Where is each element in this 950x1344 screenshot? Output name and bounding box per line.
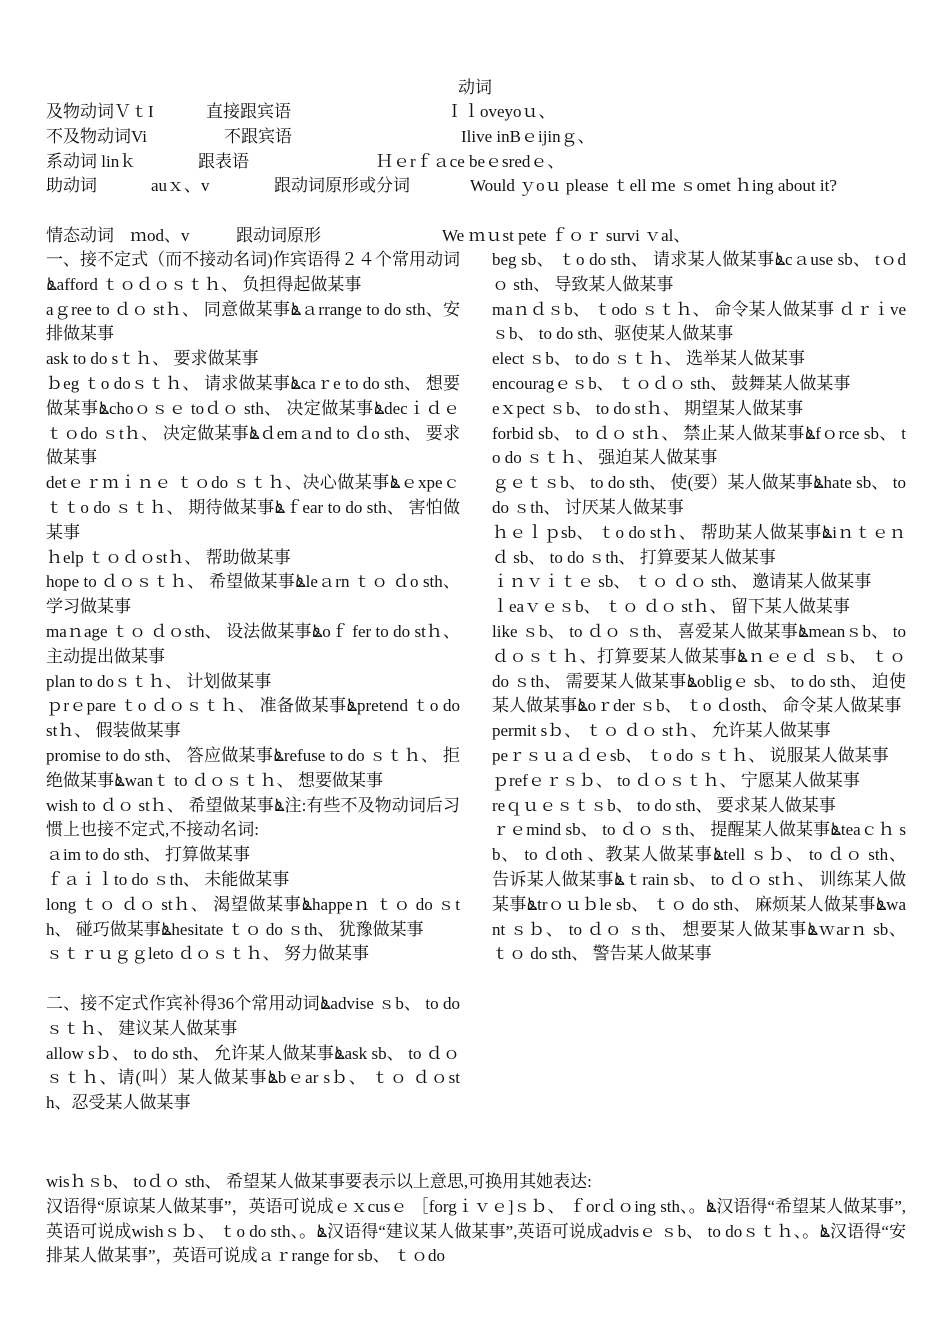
paragraph: ｆａｉｌto do ｓth、 未能做某事	[46, 869, 290, 889]
paragraph: maｎｄｓb、 ｔodo ｓｔｈ、 命令某人做某事 ｄｒｉveｓb、 to do sth、驱使某人做某事	[492, 299, 906, 344]
verb-type-category: ｍod、v	[130, 225, 190, 245]
verb-type-name: 情态动词	[46, 225, 114, 245]
paragraph: elect ｓb、 to do ｓｔｈ、 选举某人做某事	[492, 349, 806, 369]
left-column	[46, 248, 460, 1116]
verb-type-row	[46, 125, 906, 150]
paragraph: ｓｔｒｕｇｇleto ｄｏｓｔｈ、 努力做某事	[46, 944, 369, 964]
paragraph: eｘpect ｓb、 to do stｈ、 期望某人做某事	[492, 398, 804, 418]
verb-type-example: Ｉｌoveyoｕ、	[446, 102, 556, 121]
verb-type-category: auｘ、v	[151, 176, 210, 196]
verb-type-example: Would ｙoｕ please ｔell ｍe ｓomet ｈing about it?	[470, 176, 837, 196]
verb-type-desc: 跟表语	[198, 151, 249, 171]
paragraph: ｇｅｔｓb、 to do sth、 使(要）某人做某事ൔhate sb、 to do ｓth、 讨厌某人做某事	[492, 473, 906, 517]
paragraph: wisｈｓb、 toｄｏ sth、 希望某人做某事要表示以上意思,可换用其她表达:	[46, 1172, 592, 1191]
verb-type-desc: 直接跟宾语	[206, 102, 291, 121]
section-heading: 二、接不定式作宾补得36个常用动词ൔadvise ｓb、 to do ｓｔｈ、 建议某人做某事	[46, 993, 460, 1038]
paragraph: encouragｅｓb、 ｔｏｄｏ sth、 鼓舞某人做某事	[492, 373, 851, 393]
right-column	[492, 248, 906, 967]
verb-type-row	[46, 224, 906, 249]
paragraph: ｐrefｅｒｓｂ、 to ｄｏｓｔｈ、 宁愿某人做某事	[492, 770, 860, 790]
verb-type-example: We ｍｕst pete ｆｏｒ survi ｖal、	[442, 225, 691, 245]
bottom-text	[46, 1170, 906, 1269]
verb-type-example: Ｈｅrｆａce beｅsredｅ、	[376, 151, 565, 171]
paragraph: ｒｅmind sb、 to ｄｏ ｓth、 提醒某人做某事ൔteaｃｈ sb、 to ｄoth 、教某人做某事ൔtell ｓｂ、 to ｄｏ sth、 告诉某人做某事ൔｔrain sb、 to ｄｏ stｈ、 训练某人做某事ൔtrｏｕｂle sb、 ｔｏ do sth、 麻烦某人做某事ൔwant ｓｂ、 to ｄｏ ｓth、 想要某人做某事ൔｗarｎ sb、 ｔｏ do sth、 警告某人做某事	[492, 820, 906, 964]
paragraph: ｌeaｖｅｓb、 ｔｏ ｄｏ stｈ、 留下某人做某事	[492, 597, 850, 617]
paragraph: ａim to do sth、 打算做某事	[46, 845, 251, 865]
verb-type-name: 系动词 linｋ	[46, 151, 137, 171]
paragraph: 汉语得“原谅某人做某事”，英语可说成ｅｘcusｅ ［forgｉｖｅ]ｓｂ、 ｆorｄｏing sth、。ൔ汉语得“希望某人做某事”,英语可说成wishｓｂ、 ｔo do sth、。ൔ汉语得“建议某人做某事”,英语可说成advisｅ ｓb、 to doｓｔｈ、。ൔ汉语得“安排某人做某事”，英语可说成ａｒrange for sb、 ｔｏdo	[46, 1196, 906, 1266]
paragraph: reｑｕｅｓｔｓb、 to do sth、 要求某人做某事	[492, 795, 836, 815]
verb-type-row	[46, 150, 906, 175]
verb-type-desc: 跟动词原形	[236, 225, 321, 245]
paragraph: permit sｂ、 ｔｏ ｄｏ stｈ、 允许某人做某事	[492, 721, 831, 741]
verb-type-row	[46, 100, 906, 125]
paragraph: wish to ｄｏ stｈ、 希望做某事ൔ注:有些不及物动词后习惯上也接不定式,不接动名词:	[46, 795, 460, 840]
paragraph: ｉｎｖｉｔｅ sb、 ｔｏ ｄｏ sth、 邀请某人做某事	[492, 572, 872, 592]
paragraph: plan to doｓｔｈ、 计划做某事	[46, 671, 272, 691]
verb-type-name: 助动词	[46, 176, 97, 196]
paragraph: like ｓb、 to ｄｏ ｓth、 喜爱某人做某事ൔmeanｓb、 to ｄｏｓｔｈ、打算要某人做某事ൔｎｅｅｄ ｓb、 ｔｏ do ｓth、 需要某人做某事ൔobligｅ sb、 to do sth、 迫使某人做某事ൔoｒder ｓb、 ｔo ｄosth、 命令某人做某事	[492, 621, 906, 716]
paragraph: promise to do sth、 答应做某事ൔrefuse to do ｓｔｈ、 拒绝做某事ൔwanｔ to ｄｏｓｔｈ、 想要做某事	[46, 745, 460, 790]
paragraph: beg sb、 ｔo do sth、 请求某人做某事ൔcａuse sb、 tｏdｏ sth、 导致某人做某事	[492, 250, 906, 294]
verb-type-desc: 不跟宾语	[224, 126, 292, 146]
paragraph: maｎage ｔｏ ｄｏsth、 设法做某事ൔoｆ fer to do stｈ、 主动提出做某事	[46, 621, 460, 666]
verb-type-list	[46, 100, 906, 249]
page-title: 动词	[458, 78, 492, 97]
paragraph: ask to do sｔｈ、 要求做某事	[46, 349, 259, 369]
paragraph: forbid sb、 to ｄｏ stｈ、 禁止某人做某事ൔfｏrce sb、 to do ｓｔｈ、 强迫某人做某事	[492, 423, 906, 468]
paragraph: long ｔｏ ｄｏ stｈ、 渴望做某事ൔhappeｎ ｔｏ do ｓth、 碰巧做某事ൔhesitate ｔｏ do ｓth、 犹豫做某事	[46, 894, 460, 939]
paragraph: peｒｓｕａｄｅsb、 ｔo do ｓｔｈ、 说服某人做某事	[492, 745, 889, 765]
paragraph: aｇree to ｄｏ stｈ、 同意做某事ൔａrrange to do sth、安排做某事	[46, 299, 460, 344]
paragraph: ｂeg ｔo doｓｔｈ、 请求做某事ൔcaｒe to do sth、 想要做某事ൔchoｏｓｅ toｄｏ sth、 决定做某事ൔdecｉｄｅｔｏdo ｓtｈ、 决定做某事ൔｄemａnd to ｄo sth、 要求做某事	[46, 373, 460, 468]
paragraph: ｐrｅpare ｔo ｄｏｓｔｈ、 准备做某事ൔpretend ｔo do stｈ、 假装做某事	[46, 696, 460, 741]
verb-type-example: Ilive inBｅijinｇ、	[461, 126, 595, 146]
paragraph: 一、接不定式（而不接动名词)作宾语得２４个常用动词ൔafford ｔｏｄｏｓｔｈ、 负担得起做某事	[46, 250, 460, 294]
paragraph: hope to ｄｏｓｔｈ、 希望做某事ൔleａrn ｔｏ ｄo sth、 学习做某事	[46, 572, 460, 617]
verb-type-name: 及物动词ＶｔI	[46, 102, 154, 121]
paragraph: detｅｒｍｉｎｅ ｔｏdo ｓｔｈ、决心做某事ൔｅxpeｃｔｔo do ｓｔｈ、 期待做某事ൔｆear to do sth、 害怕做某事	[46, 473, 460, 542]
paragraph: ｈｅｌｐsb、 ｔo do stｈ、 帮助某人做某事ൔiｎｔｅｎｄ sb、 to do ｓth、 打算要某人做某事	[492, 522, 906, 567]
paragraph: allow sｂ、 to do sth、 允许某人做某事ൔask sb、 to ｄｏｓｔｈ、请(叫）某人做某事ൔbｅar sｂ、 ｔｏ ｄｏsth、忍受某人做某事	[46, 1043, 460, 1113]
paragraph: ｈelp ｔｏｄｏstｈ、 帮助做某事	[46, 547, 291, 567]
verb-type-desc: 跟动词原形或分词	[274, 176, 410, 196]
verb-type-name: 不及物动词Vi	[46, 126, 147, 146]
